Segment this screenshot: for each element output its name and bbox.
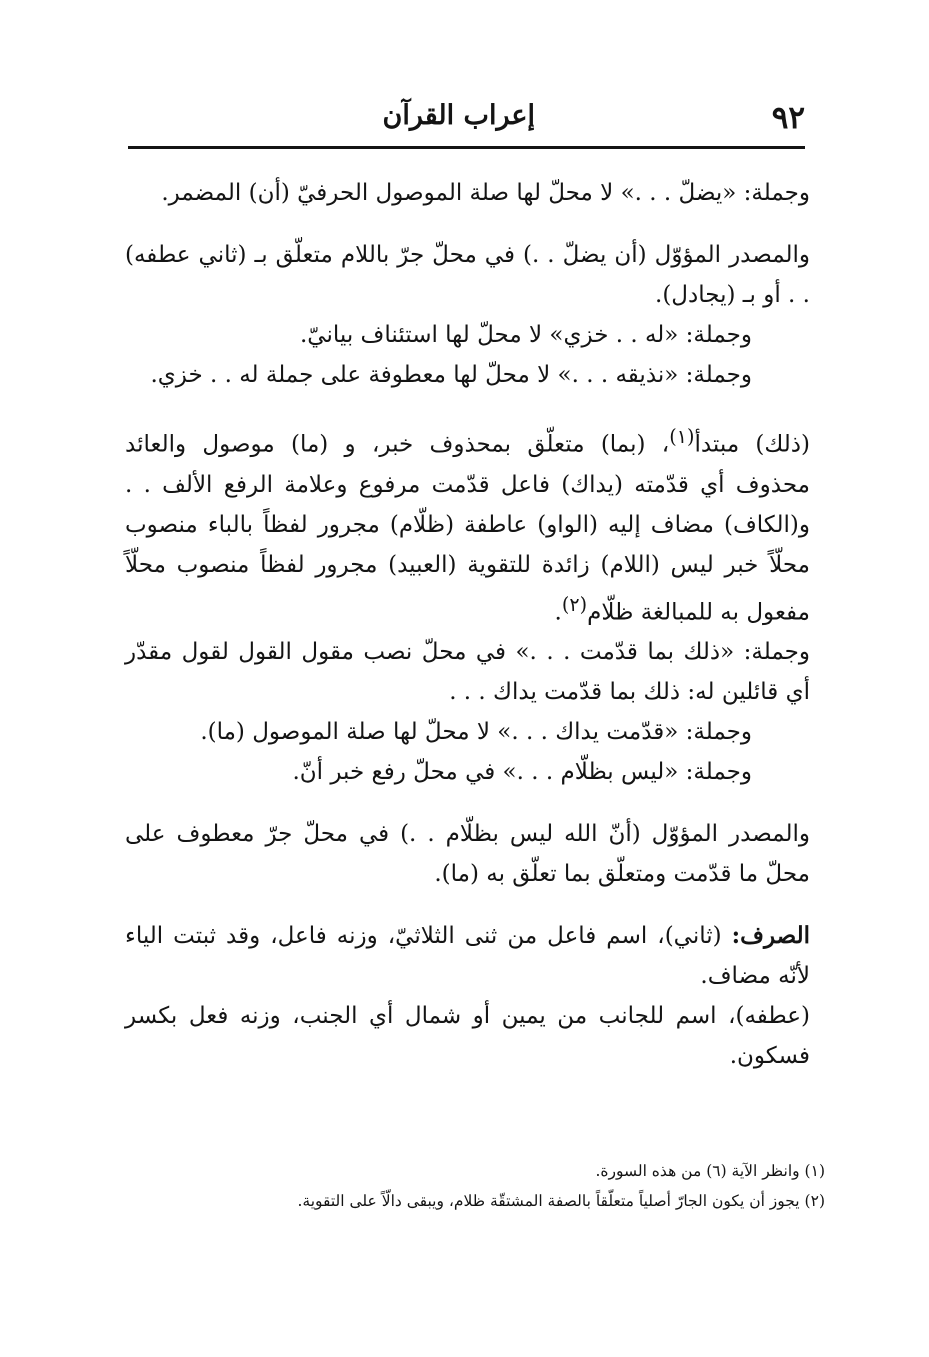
running-header	[128, 90, 805, 150]
irab-text-main: ، (بما) متعلّق بمحذوف خبر، و (ما) موصول والعائد محذوف أي قدّمته (يداك) فاعل قدّمت مرفوع وعلامة الرفع الألف . . و(الكاف) مضاف إليه (الواو) عاطفة (ظلّام) مجرور لفظاً بالباء منصوب محلّاً خبر ليس (اللام) زائدة للتقوية (العبيد) مجرور لفظاً منصوب محلّاً مفعول به للمبالغة ظلّام	[125, 431, 810, 626]
footnote-1: (١) وانظر الآية (٦) من هذه السورة.	[595, 1162, 825, 1180]
paragraph-jumla-lahu-khizy: وجملة: «له . . خزي» لا محلّ لها استئناف بيانيّ.	[299, 322, 752, 348]
header-rule	[128, 146, 805, 149]
paragraph-jumla-laysa: وجملة: «ليس بظلّام . . .» في محلّ رفع خبر أنّ.	[292, 759, 752, 786]
paragraph-masdar-muawwal: والمصدر المؤوّل (أن يضلّ . .) في محلّ جرّ باللام متعلّق بـ (ثاني عطفه) . . أو بـ (يجادل).	[125, 242, 810, 308]
paragraph-sarf-thani	[125, 916, 810, 996]
sarf-label: الصرف:	[731, 922, 810, 950]
footnote-ref-2: (٢)	[561, 592, 588, 616]
paragraph-masdar-anna-allah: والمصدر المؤوّل (أنّ الله ليس بظلّام . .) في محلّ جرّ معطوف على محلّ ما قدّمت ومتعلّق بما تعلّق به (ما).	[125, 821, 810, 888]
footnote-2: (٢) يجوز أن يكون الجارّ أصلياً متعلّقاً بالصفة المشتقّة ظلام، ويبقى دالّاً على التقوية.	[297, 1192, 825, 1210]
paragraph-jumla-dhalika: وجملة: «ذلك بما قدّمت . . .» في محلّ نصب مقول القول لقول مقدّر أي قائلين له: ذلك بما قدّمت يداك . . .	[125, 639, 810, 706]
paragraph-irab-dhalika	[125, 417, 810, 632]
footnotes	[125, 1156, 825, 1216]
page-number: ٩٢	[771, 100, 805, 136]
paragraph-jumla-qaddamat: وجملة: «قدّمت يداك . . .» لا محلّ لها صلة الموصول (ما).	[200, 719, 752, 746]
sarf-thani-text: (ثاني)، اسم فاعل من ثنى الثلاثيّ، وزنه فاعل، وقد ثبتت الياء لأنّه مضاف.	[125, 923, 810, 990]
irab-text-start: (ذلك) مبتدأ	[694, 431, 811, 458]
paragraph-jumla-nudhiquhu: وجملة: «نذيقه . . .» لا محلّ لها معطوفة على جملة له . . خزي.	[150, 362, 752, 388]
paragraph-sarf-itfihi: (عطفه)، اسم للجانب من يمين أو شمال أي الجنب، وزنه فعل بكسر فسكون.	[125, 1003, 810, 1070]
footnote-ref-1: (١)	[669, 425, 695, 448]
header-title: إعراب القرآن	[382, 100, 535, 131]
irab-text-end: .	[554, 599, 562, 626]
body-text	[125, 173, 810, 1076]
paragraph-jumla-yudill: وجملة: «يضلّ . . .» لا محلّ لها صلة الموصول الحرفيّ (أن) المضمر.	[161, 180, 810, 206]
